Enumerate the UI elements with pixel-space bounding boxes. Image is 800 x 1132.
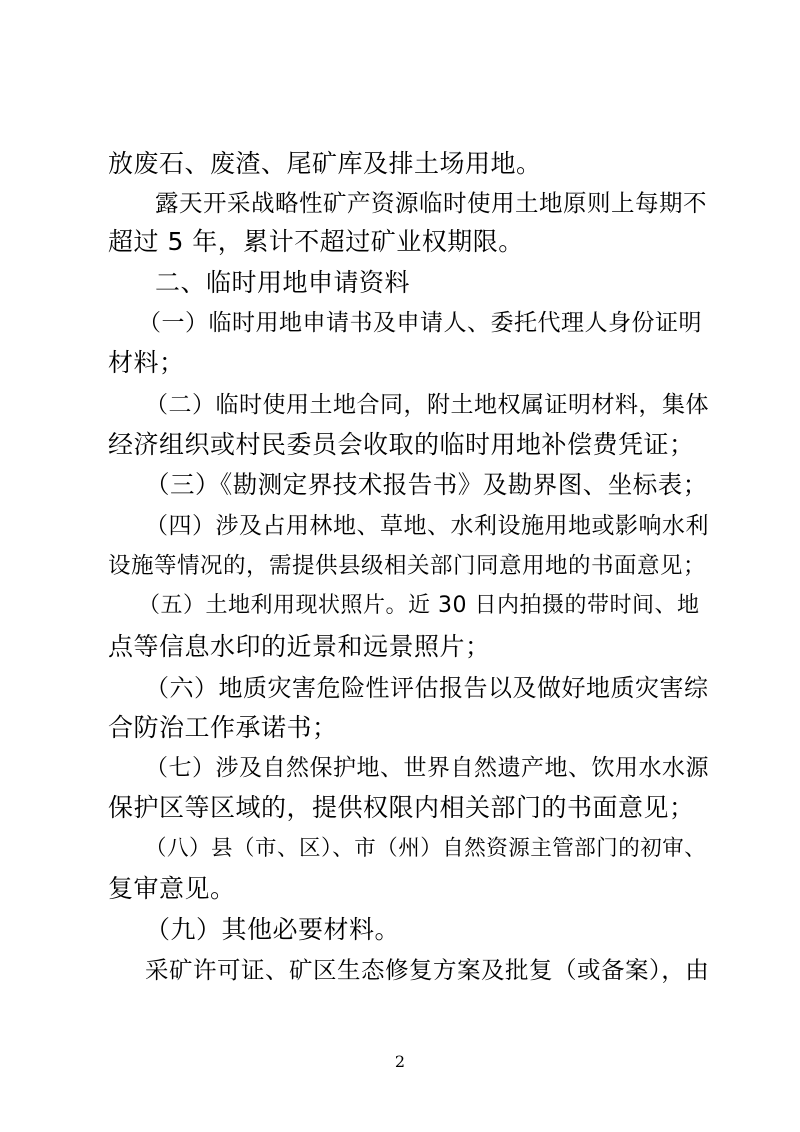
text-line-14: （六）地质灾害危险性评估报告以及做好地质灾害综 (145, 674, 709, 702)
text-line-6: 材料； (108, 348, 185, 377)
section-heading: 二、临时用地申请资料 (155, 268, 411, 297)
text-line-13: 点等信息水印的近景和远景照片； (108, 632, 491, 661)
text-line-5: （一）临时用地申请书及申请人、委托代理人身份证明 (138, 310, 702, 336)
text-line-2: 露天开采战略性矿产资源临时使用土地原则上每期不 (155, 189, 707, 217)
text-line-11: 设施等情况的，需提供县级相关部门同意用地的书面意见； (108, 553, 707, 579)
text-line-21: 采矿许可证、矿区生态修复方案及批复（或备案），由 (145, 956, 710, 984)
text-line-10: （四）涉及占用林地、草地、水利设施用地或影响水利 (145, 513, 709, 539)
text-line-18: （八）县（市、区）、市（州）自然资源主管部门的初审、 (145, 836, 707, 861)
text-line-8: 经济组织或村民委员会收取的临时用地补偿费凭证； (108, 430, 695, 459)
text-line-15: 合防治工作承诺书； (108, 713, 338, 742)
text-line-1: 放废石、废渣、尾矿库及排土场用地。 (108, 149, 542, 178)
text-line-17: 保护区等区域的，提供权限内相关部门的书面意见； (108, 793, 695, 822)
text-line-12: （五）土地利用现状照片。近 30 日内拍摄的带时间、地 (138, 593, 700, 618)
text-line-3: 超过 5 年，累计不超过矿业权期限。 (108, 227, 524, 256)
text-line-16: （七）涉及自然保护地、世界自然遗产地、饮用水水源 (145, 755, 709, 781)
text-line-9: （三）《勘测定界技术报告书》及勘界图、坐标表； (145, 470, 708, 499)
text-line-19: 复审意见。 (108, 874, 236, 903)
text-line-7: （二）临时使用土地合同，附土地权属证明材料，集体 (145, 392, 709, 418)
text-line-20: （九）其他必要材料。 (145, 915, 401, 944)
page-number: 2 (394, 1052, 406, 1071)
